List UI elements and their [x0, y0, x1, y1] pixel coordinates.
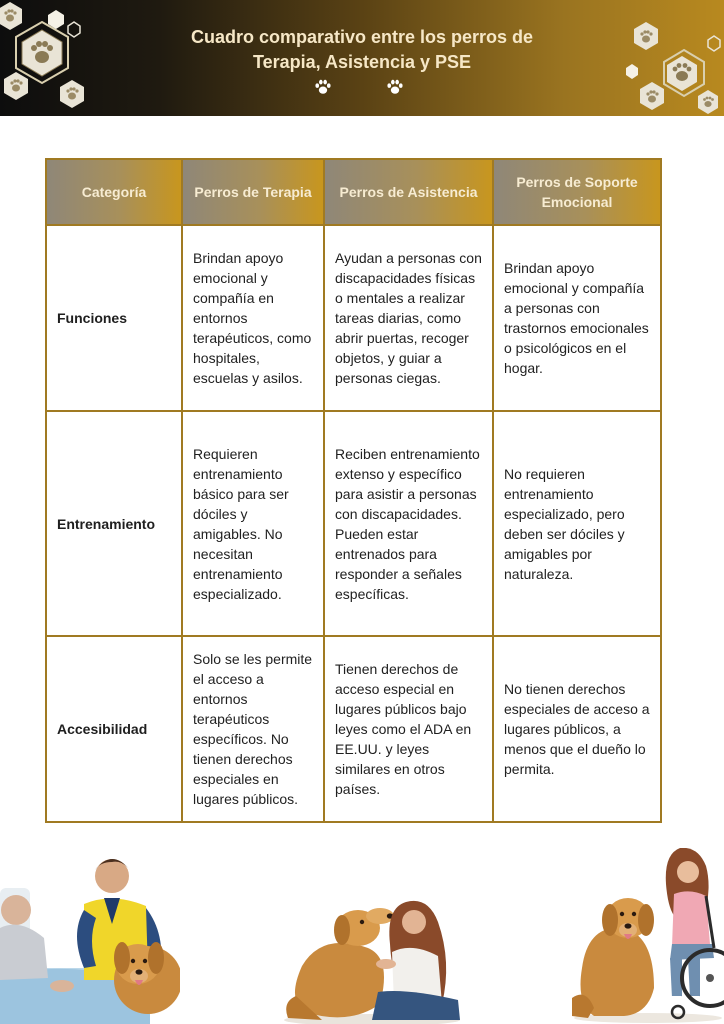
hexagon-paw-decoration-right [624, 0, 724, 116]
table-row [46, 225, 661, 411]
paw-icon [314, 78, 332, 96]
table-row [46, 411, 661, 636]
cell-support: No requieren entrenamiento especializado, pero deben ser dóciles y amigables por naturaleza. [493, 411, 661, 636]
cell-therapy: Solo se les permite el acceso a entornos terapéuticos específicos. No tienen derechos especiales en lugares públicos. [182, 636, 324, 822]
cell-support: Brindan apoyo emocional y compañía a personas con trastornos emocionales o psicológicos en el hogar. [493, 225, 661, 411]
row-category: Accesibilidad [46, 636, 182, 822]
cell-support: No tienen derechos especiales de acceso a lugares públicos, a menos que el dueño lo permita. [493, 636, 661, 822]
cell-assistance: Reciben entrenamiento extenso y específico para asistir a personas con discapacidades. Pueden estar entrenados para responder a señales específicas. [324, 411, 493, 636]
header-emotional-support-dogs: Perros de Soporte Emocional [493, 159, 661, 225]
header-therapy-dogs: Perros de Terapia [182, 159, 324, 225]
table-row [46, 636, 661, 822]
cell-therapy: Requieren entrenamiento básico para ser dóciles y amigables. No necesitan entrenamiento especializado. [182, 411, 324, 636]
row-category: Funciones [46, 225, 182, 411]
header-assistance-dogs: Perros de Asistencia [324, 159, 493, 225]
assistance-dog-wheelchair-illustration [572, 848, 724, 1024]
page-title-line-1: Cuadro comparativo entre los perros de [190, 27, 534, 47]
cell-assistance: Ayudan a personas con discapacidades físicas o mentales a realizar tareas diarias, como abrir puertas, recoger objetos, y guiar a personas ciegas. [324, 225, 493, 411]
header-banner [0, 0, 724, 116]
comparison-table [45, 158, 660, 823]
page-title-line-2: Terapia, Asistencia y PSE [252, 52, 472, 72]
header-category: Categoría [46, 159, 182, 225]
emotional-support-dog-illustration [282, 892, 462, 1024]
row-category: Entrenamiento [46, 411, 182, 636]
paw-icon [386, 78, 404, 96]
table-header-row [46, 159, 661, 225]
therapy-dog-hospital-illustration [0, 848, 180, 1024]
cell-therapy: Brindan apoyo emocional y compañía en entornos terapéuticos, como hospitales, escuelas y asilos. [182, 225, 324, 411]
cell-assistance: Tienen derechos de acceso especial en lugares públicos bajo leyes como el ADA en EE.UU. y leyes similares en otros países. [324, 636, 493, 822]
